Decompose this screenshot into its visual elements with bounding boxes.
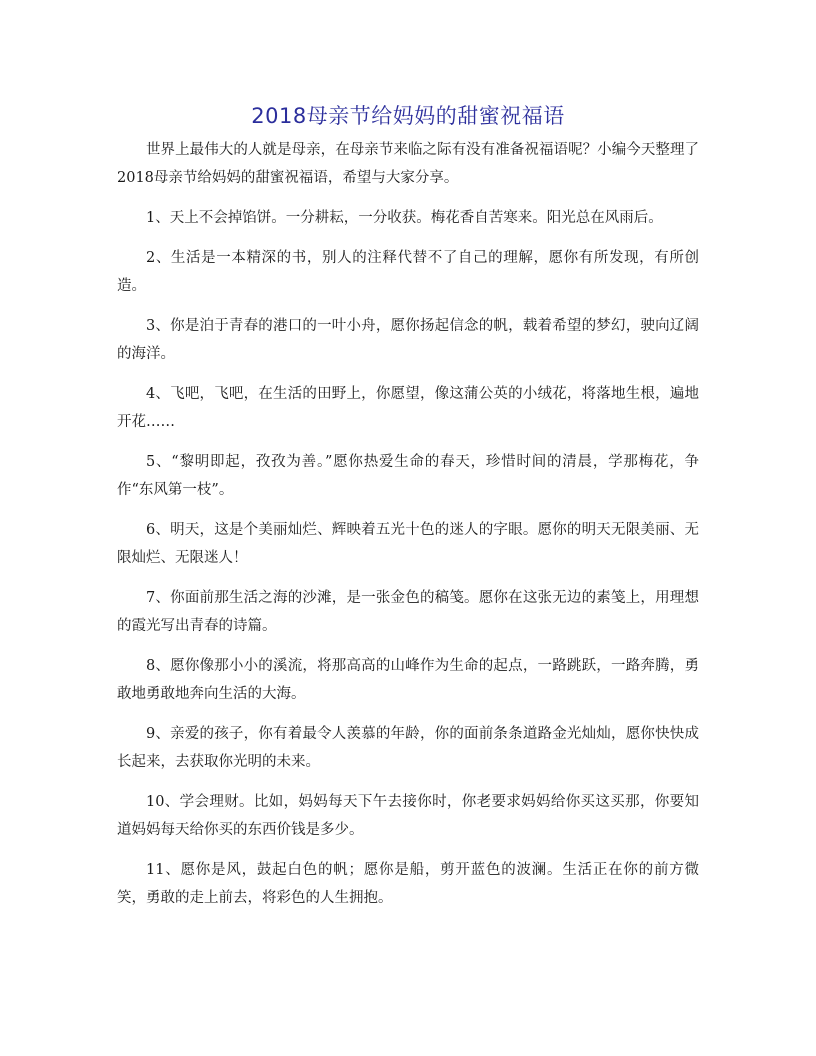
- blessing-item-2: 2、生活是一本精深的书，别人的注释代替不了自己的理解，愿你有所发现，有所创造。: [117, 250, 699, 294]
- blessing-item-4: 4、飞吧，飞吧，在生活的田野上，你愿望，像这蒲公英的小绒花，将落地生根，遍地开花……: [117, 386, 699, 430]
- blessing-item-3: 3、你是泊于青春的港口的一叶小舟，愿你扬起信念的帆，载着希望的梦幻，驶向辽阔的海洋。: [117, 318, 699, 362]
- blessing-item-8: 8、愿你像那小小的溪流，将那高高的山峰作为生命的起点，一路跳跃，一路奔腾，勇敢地勇敢地奔向生活的大海。: [117, 658, 699, 702]
- blessing-item-11: 11、愿你是风，鼓起白色的帆；愿你是船，剪开蓝色的波澜。生活正在你的前方微笑，勇敢的走上前去，将彩色的人生拥抱。: [117, 862, 699, 906]
- blessing-item-7: 7、你面前那生活之海的沙滩，是一张金色的稿笺。愿你在这张无边的素笺上，用理想的霞光写出青春的诗篇。: [117, 590, 699, 634]
- document-title: 2018母亲节给妈妈的甜蜜祝福语: [251, 104, 565, 128]
- blessing-item-1: 1、天上不会掉馅饼。一分耕耘，一分收获。梅花香自苦寒来。阳光总在风雨后。: [146, 210, 663, 226]
- blessing-item-5: 5、“黎明即起，孜孜为善。”愿你热爱生命的春天，珍惜时间的清晨，学那梅花，争作“东风第一枝”。: [117, 454, 699, 498]
- blessing-item-10: 10、学会理财。比如，妈妈每天下午去接你时，你老要求妈妈给你买这买那，你要知道妈妈每天给你买的东西价钱是多少。: [117, 794, 699, 838]
- blessing-item-9: 9、亲爱的孩子，你有着最令人羡慕的年龄，你的面前条条道路金光灿灿，愿你快快成长起来，去获取你光明的未来。: [117, 726, 699, 770]
- document-body: [117, 136, 699, 924]
- blessing-item-6: 6、明天，这是个美丽灿烂、辉映着五光十色的迷人的字眼。愿你的明天无限美丽、无限灿烂、无限迷人！: [117, 522, 699, 566]
- intro-paragraph: 世界上最伟大的人就是母亲，在母亲节来临之际有没有准备祝福语呢？小编今天整理了2018母亲节给妈妈的甜蜜祝福语，希望与大家分享。: [117, 142, 699, 186]
